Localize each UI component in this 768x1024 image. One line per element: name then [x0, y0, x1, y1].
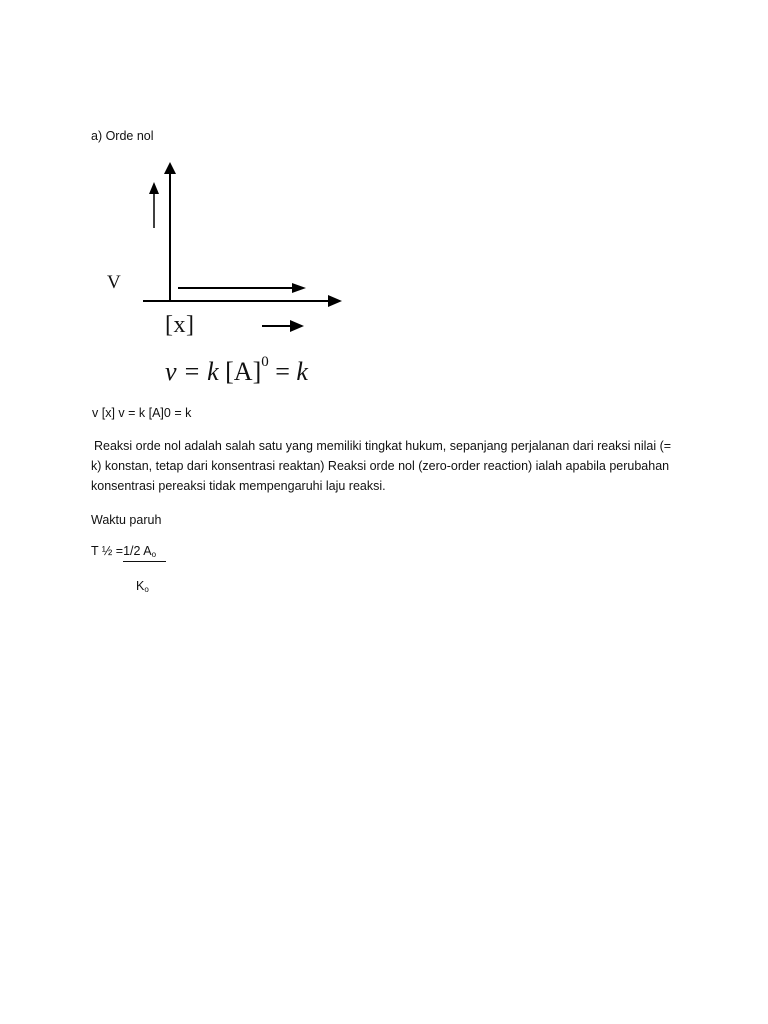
y-axis-arrowhead — [164, 162, 176, 174]
formula-k1: k — [207, 357, 219, 386]
numerator-text: 1/2 A — [123, 544, 152, 558]
paragraph-line: konsentrasi pereaksi tidak mempengaruhi laju reaksi. — [91, 479, 386, 493]
graph-v-label: V — [107, 272, 121, 293]
zero-order-graph — [100, 160, 350, 350]
small-right-arrowhead — [290, 320, 304, 332]
formula-exponent: 0 — [261, 354, 269, 370]
formula-eq: = — [275, 357, 290, 386]
formula-bracket: [A] — [225, 357, 262, 386]
half-life-prefix: T ½ = — [91, 544, 124, 558]
graph-x-label: [x] — [165, 312, 195, 338]
formula-lhs: v = — [165, 357, 201, 386]
rate-law-formula — [165, 354, 308, 387]
formula-k2: k — [296, 357, 308, 386]
small-up-arrowhead — [149, 182, 159, 194]
numerator-subscript: o — [151, 550, 157, 559]
half-life-formula — [91, 541, 166, 565]
paragraph-line: Reaksi orde nol adalah salah satu yang memiliki tingkat hukum, sepanjang perjalanan dari reaksi nilai (= — [94, 439, 672, 453]
paragraph — [91, 436, 691, 496]
half-life-denominator — [136, 576, 149, 600]
half-life-numerator — [123, 544, 166, 562]
constant-rate-arrowhead — [292, 283, 306, 293]
denominator-subscript: o — [144, 585, 149, 594]
denominator-text: K — [136, 579, 145, 593]
half-life-title: Waktu paruh — [91, 513, 162, 527]
plain-formula: v [x] v = k [A]0 = k — [92, 406, 192, 420]
paragraph-line: k) konstan, tetap dari konsentrasi reaktan) Reaksi orde nol (zero-order reaction) ialah apabila perubahan — [91, 459, 670, 473]
section-heading: a) Orde nol — [91, 129, 154, 143]
x-axis-arrowhead — [328, 295, 342, 307]
